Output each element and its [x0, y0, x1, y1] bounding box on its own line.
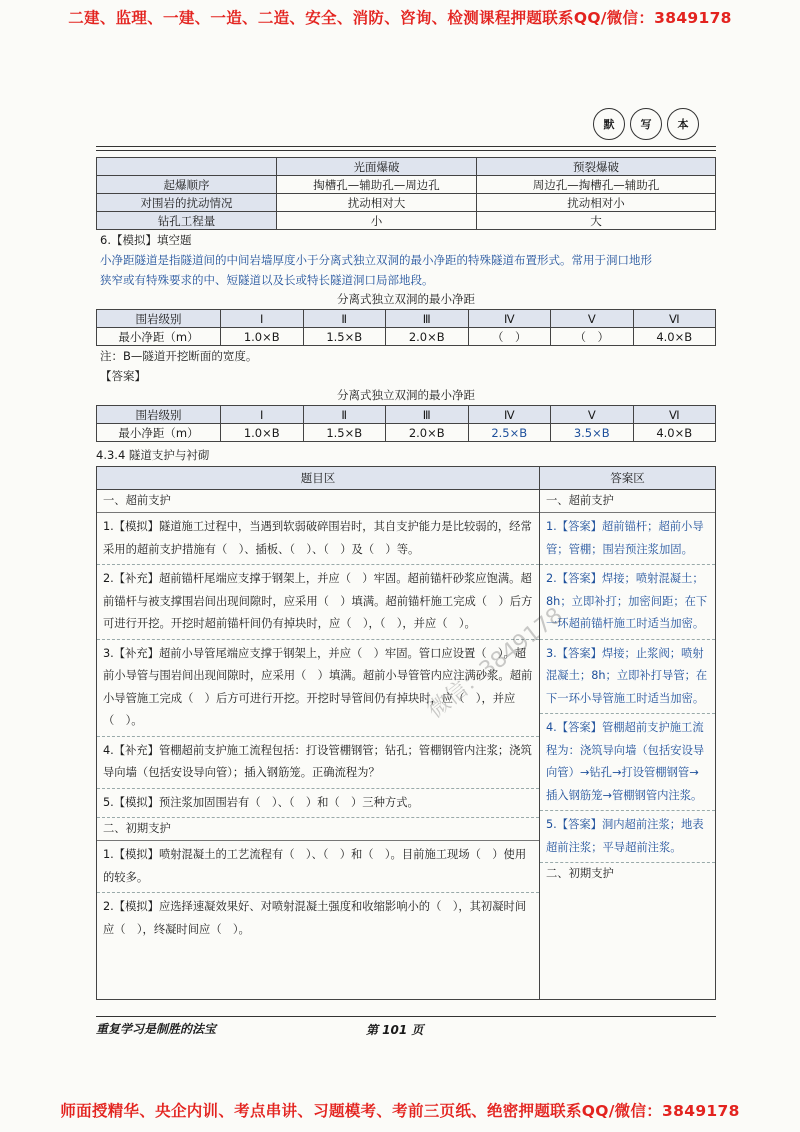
table-cell: 最小净距（m） [97, 328, 221, 346]
table-cell: Ⅵ [633, 406, 716, 424]
table-cell: 2.0×B [386, 328, 469, 346]
footer-motto: 重复学习是制胜的法宝 [96, 1022, 217, 1036]
table-cell: 1.0×B [221, 424, 304, 442]
answer-item: 2.【答案】焊接；喷射混凝土；8h；立即补打；加密间距；在下一环超前锚杆施工时适当加密。 [540, 565, 715, 640]
table-row [97, 212, 716, 230]
answer-column-header: 答案区 [540, 467, 715, 490]
table-cell: 1.5×B [303, 424, 386, 442]
table-cell: Ⅲ [386, 310, 469, 328]
table-row [97, 310, 716, 328]
question-item: 5.【模拟】预注浆加固围岩有（ ）、（ ）和（ ）三种方式。 [97, 789, 539, 819]
question-item: 1.【模拟】隧道施工过程中，当遇到软弱破碎围岩时，其自支护能力是比较弱的，经常采用的超前支护措施有（ ）、插板、（ ）、（ ）及（ ）等。 [97, 513, 539, 565]
table-cell: Ⅱ [303, 406, 386, 424]
stamp: 写 [630, 108, 662, 140]
table-cell: 周边孔—掏槽孔—辅助孔 [477, 176, 716, 194]
table-cell: 1.5×B [303, 328, 386, 346]
question-item: 4.【补充】管棚超前支护施工流程包括：打设管棚钢管；钻孔；管棚钢管内注浆；浇筑导向墙（包括安设导向管）；插入钢筋笼。正确流程为？ [97, 737, 539, 789]
table-cell: Ⅵ [633, 310, 716, 328]
table-row [97, 424, 716, 442]
top-banner: 二建、监理、一建、一造、二造、安全、消防、咨询、检测课程押题联系QQ/微信：3849178 [68, 9, 732, 27]
table-cell: 大 [477, 212, 716, 230]
table-cell: Ⅴ [551, 406, 634, 424]
answer-item: 3.【答案】焊接；止浆阀；喷射混凝土；8h；立即补打导管；在下一环小导管施工时适当加密。 [540, 640, 715, 715]
table-cell: 扰动相对小 [477, 194, 716, 212]
table-header-cell: 光面爆破 [277, 158, 477, 176]
question-heading: 一、超前支护 [97, 490, 539, 513]
table-caption: 分离式独立双洞的最小净距 [337, 292, 475, 306]
clearance-answer-table [96, 405, 716, 442]
table-cell: 围岩级别 [97, 406, 221, 424]
table-cell: Ⅲ [386, 406, 469, 424]
table-cell: Ⅰ [221, 406, 304, 424]
table-cell: （ ） [468, 328, 551, 346]
table-cell: 钻孔工程量 [97, 212, 277, 230]
answer-item: 5.【答案】洞内超前注浆；地表超前注浆；平导超前注浆。 [540, 811, 715, 863]
table-cell: Ⅰ [221, 310, 304, 328]
table-cell: 扰动相对大 [277, 194, 477, 212]
table-row [97, 194, 716, 212]
table-cell: 最小净距（m） [97, 424, 221, 442]
table-cell: 对围岩的扰动情况 [97, 194, 277, 212]
answer-item: 1.【答案】超前锚杆；超前小导管；管棚；围岩预注浆加固。 [540, 513, 715, 565]
table-cell: 1.0×B [221, 328, 304, 346]
stamp: 本 [667, 108, 699, 140]
question-text: 狭窄或有特殊要求的中、短隧道以及长或特长隧道洞口局部地段。 [100, 273, 434, 287]
answer-heading: 一、超前支护 [540, 490, 715, 513]
stamp: 默 [593, 108, 625, 140]
table-cell: 2.0×B [386, 424, 469, 442]
question-label: 6.【模拟】填空题 [100, 233, 192, 247]
table-cell: 4.0×B [633, 424, 716, 442]
table-caption: 分离式独立双洞的最小净距 [337, 388, 475, 402]
table-cell: Ⅴ [551, 310, 634, 328]
header-rule-thin [96, 150, 716, 151]
page-footer [96, 1016, 716, 1037]
question-heading: 二、初期支护 [97, 818, 539, 841]
section-title: 4.3.4 隧道支护与衬砌 [96, 448, 210, 462]
answer-heading: 二、初期支护 [546, 867, 614, 880]
clearance-table [96, 309, 716, 346]
page-number: 第 101 页 [366, 1023, 424, 1037]
question-column [97, 467, 540, 999]
table-cell: 掏槽孔—辅助孔—周边孔 [277, 176, 477, 194]
table-row [97, 328, 716, 346]
header-rule [96, 146, 716, 147]
table-cell: 4.0×B [633, 328, 716, 346]
question-item: 2.【模拟】应选择速凝效果好、对喷射混凝土强度和收缩影响小的（ ），其初凝时间应（ ），终凝时间应（ ）。 [103, 900, 527, 936]
question-item: 2.【补充】超前锚杆尾端应支撑于钢架上，并应（ ）牢固。超前锚杆砂浆应饱满。超前锚杆与被支撑围岩间出现间隙时，应采用（ ）填满。超前锚杆施工完成（ ）后方可进行开挖。开挖时超前锚杆间仍有掉块时，应（ ），（ ），并应（ ）。 [97, 565, 539, 640]
table-cell: Ⅳ [468, 406, 551, 424]
page-content [96, 157, 716, 1000]
table-cell: （ ） [551, 328, 634, 346]
answer-column [540, 467, 715, 999]
stamp-group [593, 108, 699, 140]
answer-item: 4.【答案】管棚超前支护施工流程为：浇筑导向墙（包括安设导向管）→钻孔→打设管棚钢管→插入钢筋笼→管棚钢管内注浆。 [540, 714, 715, 811]
table-note: 注：B—隧道开挖断面的宽度。 [100, 349, 258, 363]
blast-comparison-table [96, 157, 716, 230]
table-cell: 3.5×B [551, 424, 634, 442]
question-text: 小净距隧道是指隧道间的中间岩墙厚度小于分离式独立双洞的最小净距的特殊隧道布置形式。常用于洞口地形 [100, 253, 652, 267]
table-cell: Ⅱ [303, 310, 386, 328]
bottom-banner: 师面授精华、央企内训、考点串讲、习题模考、考前三页纸、绝密押题联系QQ/微信：3849178 [60, 1102, 740, 1120]
table-cell: Ⅳ [468, 310, 551, 328]
table-cell: 小 [277, 212, 477, 230]
table-cell: 围岩级别 [97, 310, 221, 328]
table-header-cell: 预裂爆破 [477, 158, 716, 176]
question-item: 3.【补充】超前小导管尾端应支撑于钢架上，并应（ ）牢固。管口应设置（ ）。超前小导管与围岩间出现间隙时，应采用（ ）填满。超前小导管管内应注满砂浆。超前小导管施工完成（ ）后方可进行开挖。开挖时导管间仍有掉块时，应（ ），并应（ ）。 [97, 640, 539, 737]
table-cell: 起爆顺序 [97, 176, 277, 194]
answer-label: 【答案】 [100, 369, 146, 383]
question-column-header: 题目区 [97, 467, 539, 490]
table-cell: 2.5×B [468, 424, 551, 442]
watermark: 微信：3849178 [423, 602, 568, 724]
question-item: 1.【模拟】喷射混凝土的工艺流程有（ ）、（ ）和（ ）。目前施工现场（ ）使用的较多。 [97, 841, 539, 893]
table-row [97, 406, 716, 424]
table-row [97, 176, 716, 194]
table-header-cell [97, 158, 277, 176]
qa-table [96, 466, 716, 1000]
